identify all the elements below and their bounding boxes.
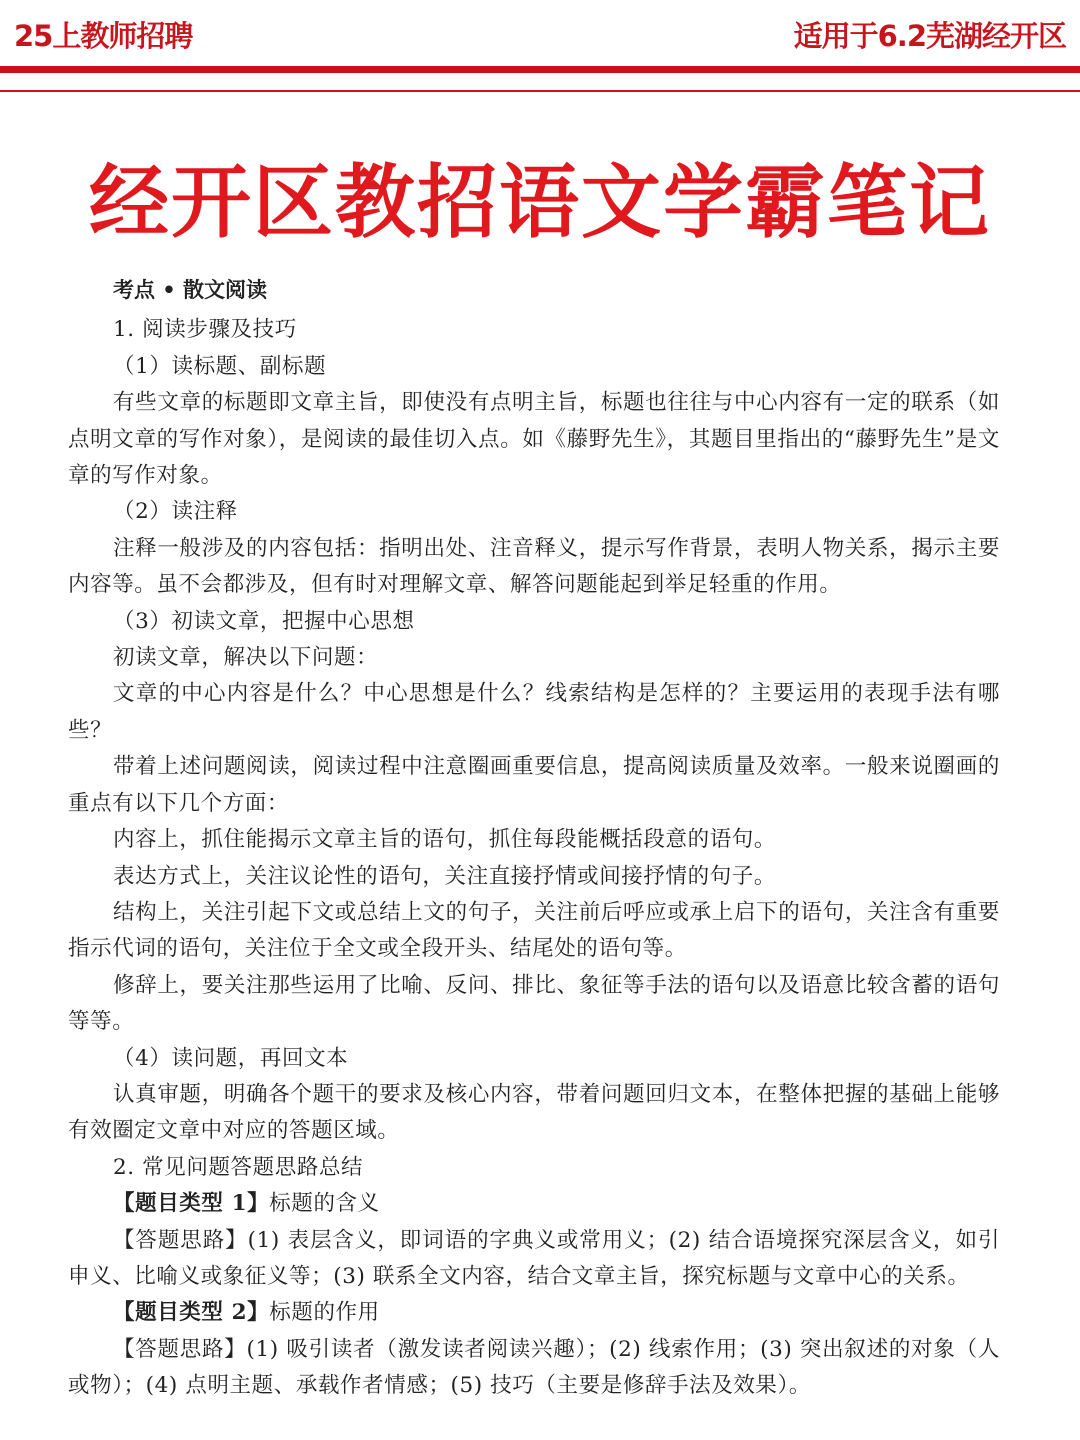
paragraph: 带着上述问题阅读，阅读过程中注意圈画重要信息，提高阅读质量及效率。一般来说圈画的重点有以下几个方面： (68, 754, 1000, 816)
section-heading: 考点 • 散文阅读 (113, 278, 268, 302)
paragraph: 认真审题，明确各个题干的要求及核心内容，带着问题回归文本，在整体把握的基础上能够有效圈定文章中对应的答题区域。 (68, 1081, 1000, 1144)
document-body (68, 272, 1000, 1405)
question-type-label: 【题目类型 1】 (113, 1191, 270, 1217)
answer-approach-1 (68, 1223, 1000, 1296)
question-type-2 (68, 1295, 1000, 1331)
question-type-text: 标题的作用 (269, 1300, 380, 1326)
header-right-label: 适用于6.2芜湖经开区 (793, 19, 1066, 53)
page-title: 经开区教招语文学霸笔记 (89, 156, 991, 249)
paragraph: 内容上，抓住能揭示文章主旨的语句，抓住每段能概括段意的语句。 (113, 827, 777, 853)
paragraph: （3）初读文章，把握中心思想 (113, 608, 415, 634)
answer-text: (1) 表层含义，即词语的字典义或常用义；(2) 结合语境探究深层含义，如引申义、比喻义或象征义等；(3) 联系全文内容，结合文章主旨，探究标题与文章中心的关系。 (68, 1227, 1000, 1289)
paragraph: 结构上，关注引起下文或总结上文的句子，关注前后呼应或承上启下的语句，关注含有重要指示代词的语句，关注位于全文或全段开头、结尾处的语句等。 (68, 899, 1000, 962)
answer-approach-2 (68, 1332, 1000, 1405)
answer-text: (1) 吸引读者（激发读者阅读兴趣）；(2) 线索作用；(3) 突出叙述的对象（人或物）；(4) 点明主题、承载作者情感；(5) 技巧（主要是修辞手法及效果）。 (68, 1336, 1000, 1399)
paragraph: 初读文章，解决以下问题： (113, 645, 379, 671)
header-left-label: 25上教师招聘 (14, 19, 193, 53)
answer-label: 【答题思路】 (113, 1336, 247, 1362)
paragraph: 有些文章的标题即文章主旨，即使没有点明主旨，标题也往往与中心内容有一定的联系（如点明文章的写作对象），是阅读的最佳切入点。如《藤野先生》，其题目里指出的“藤野先生”是文章的写作对象。 (68, 390, 1000, 489)
paragraph: 修辞上，要关注那些运用了比喻、反问、排比、象征等手法的语句以及语意比较含蓄的语句等等。 (68, 972, 1000, 1035)
header-divider-thick (0, 66, 1080, 73)
header-divider-thin (0, 90, 1080, 92)
answer-label: 【答题思路】 (113, 1227, 248, 1253)
question-type-1 (68, 1186, 1000, 1222)
paragraph: 1. 阅读步骤及技巧 (113, 317, 297, 343)
paragraph: 表达方式上，关注议论性的语句，关注直接抒情或间接抒情的句子。 (113, 863, 777, 889)
question-type-label: 【题目类型 2】 (113, 1300, 270, 1326)
paragraph: （1）读标题、副标题 (113, 353, 327, 379)
paragraph: 2. 常见问题答题思路总结 (113, 1154, 364, 1180)
paragraph: （4）读问题，再回文本 (113, 1045, 349, 1071)
paragraph: 文章的中心内容是什么？中心思想是什么？线索结构是怎样的？主要运用的表现手法有哪些？ (68, 681, 1000, 743)
paragraph: （2）读注释 (113, 499, 238, 525)
paragraph: 注释一般涉及的内容包括：指明出处、注音释义，提示写作背景，表明人物关系，揭示主要内容等。虽不会都涉及，但有时对理解文章、解答问题能起到举足轻重的作用。 (68, 535, 1000, 598)
question-type-text: 标题的含义 (269, 1191, 380, 1217)
